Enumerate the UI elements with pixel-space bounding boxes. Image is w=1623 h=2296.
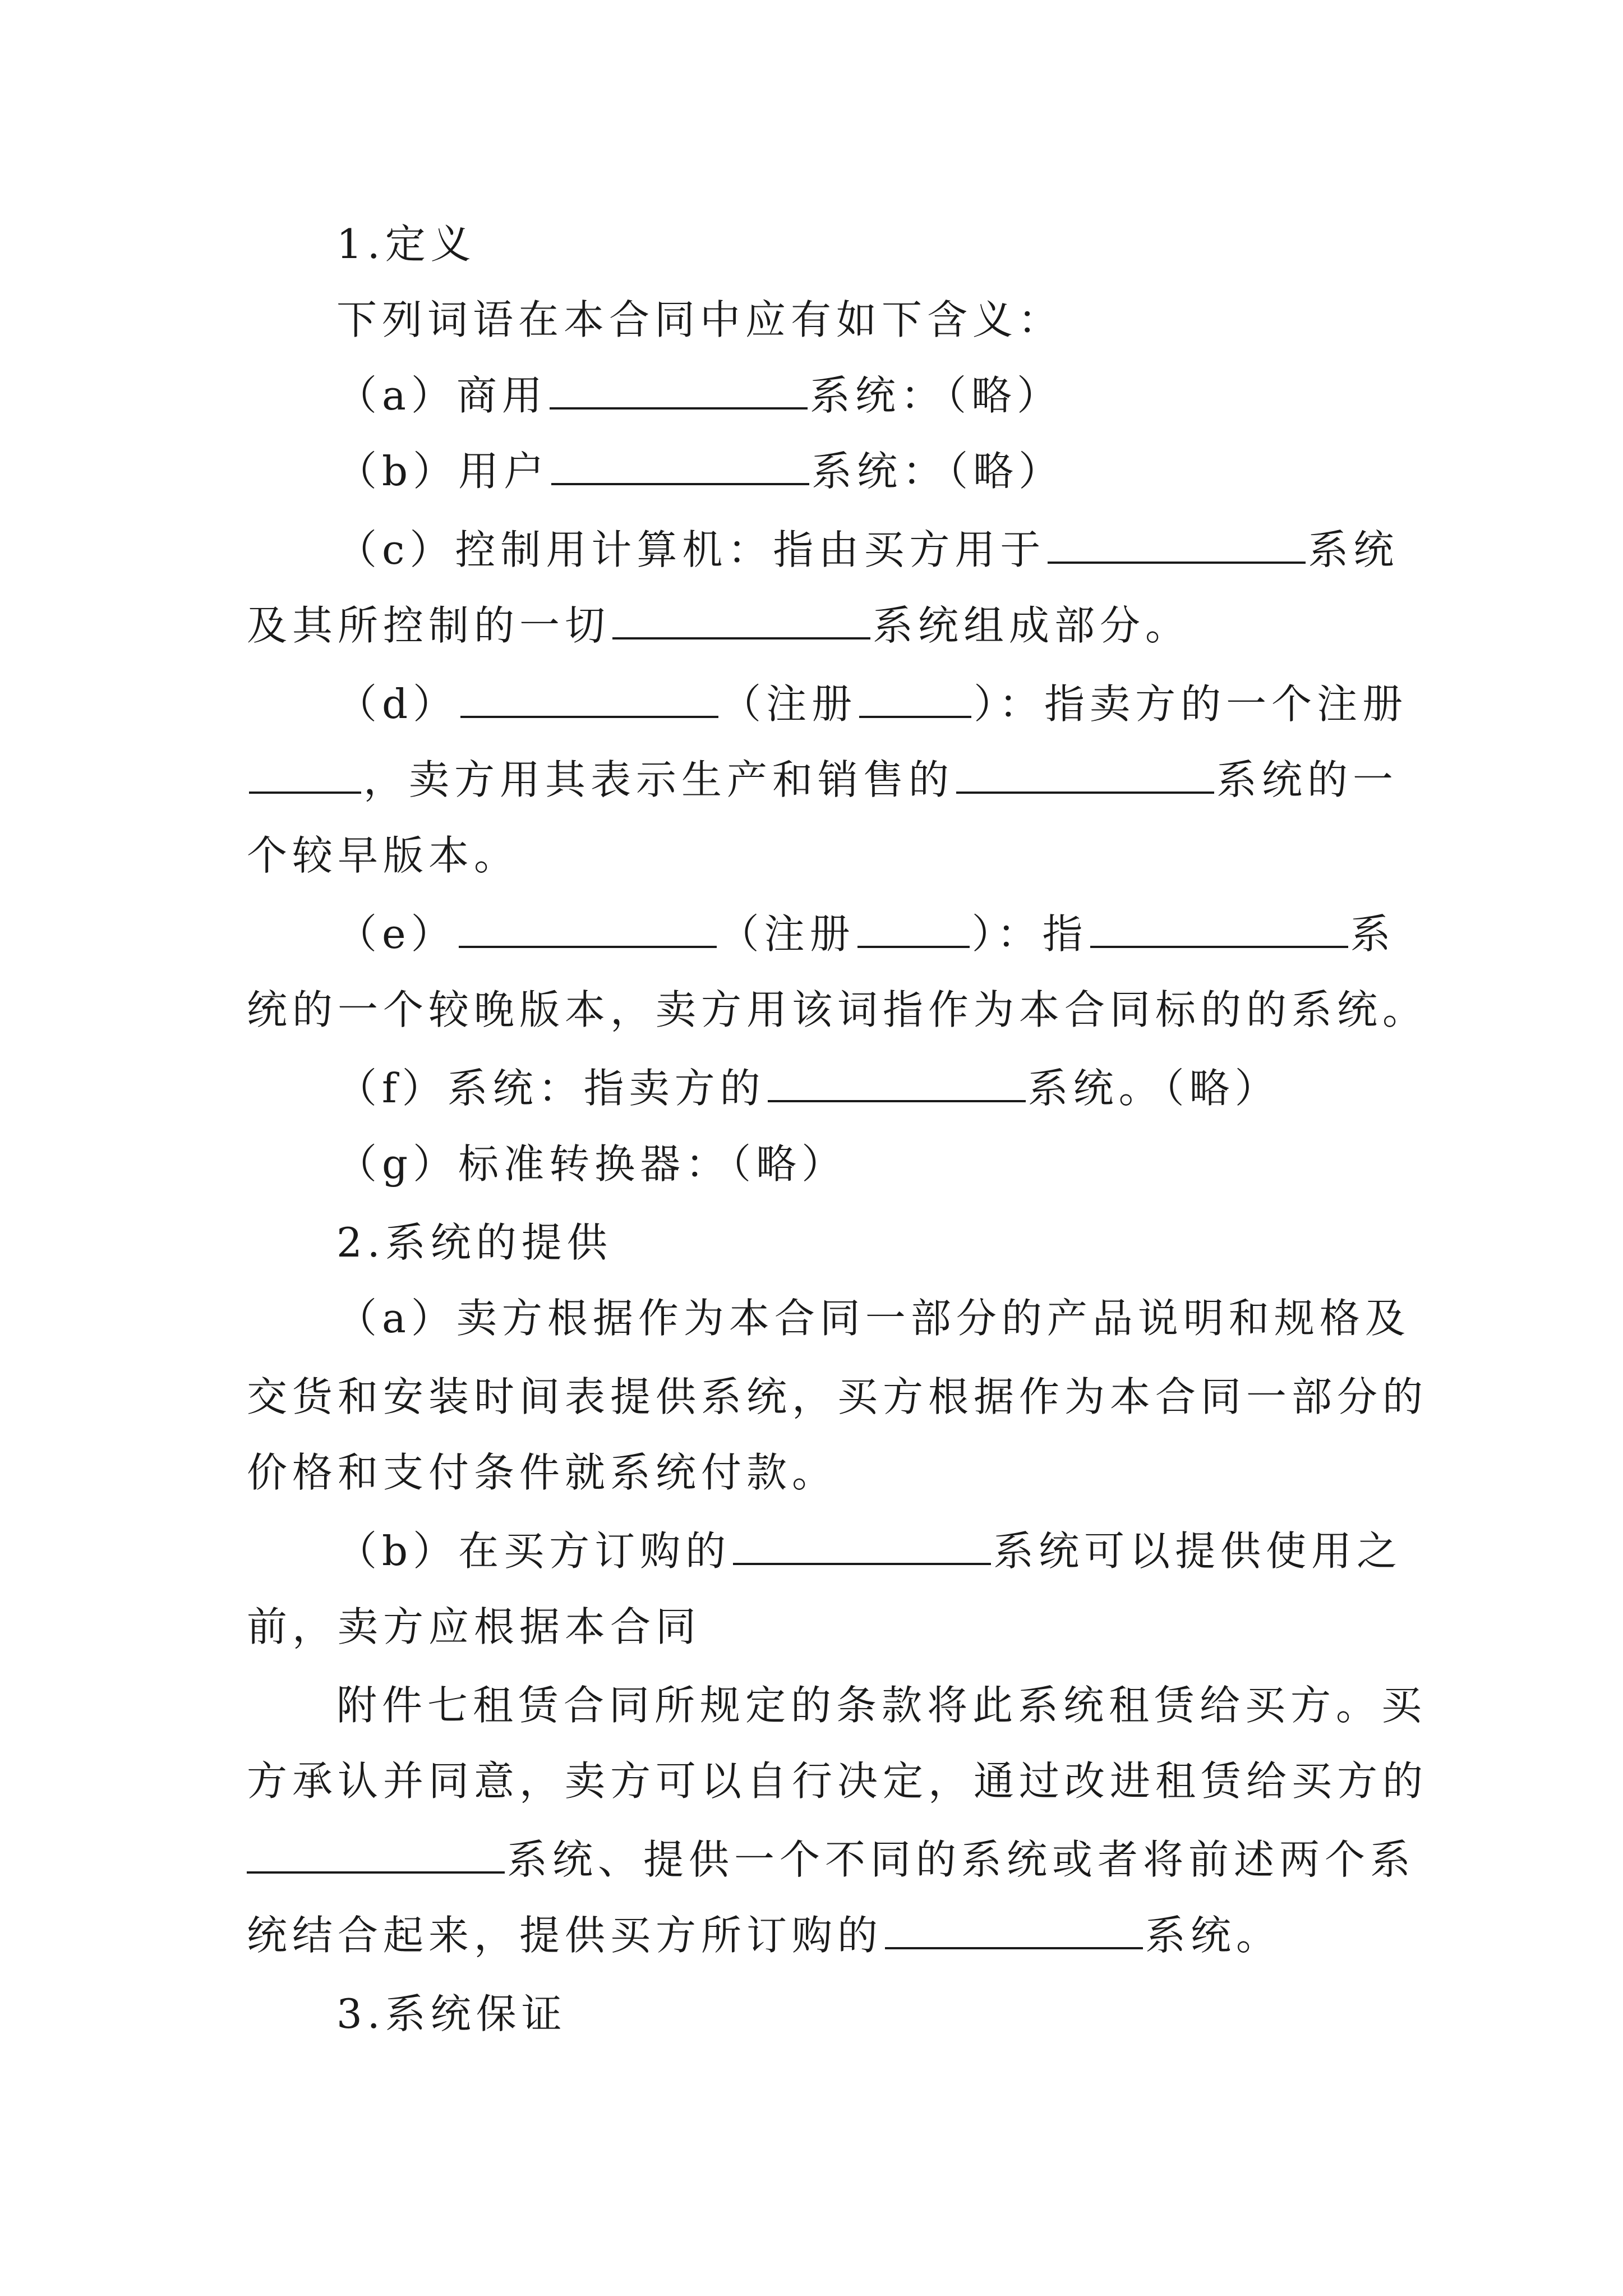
blank-field xyxy=(956,757,1214,794)
blank-field xyxy=(857,911,970,948)
definition-b xyxy=(336,443,1380,499)
item-e-mid1: （注册 xyxy=(718,910,855,958)
provision-b-suffix: 系统可以提供使用之 xyxy=(993,1527,1403,1575)
definition-e-line2 xyxy=(247,982,1428,1038)
item-f-prefix: （f）系统：指卖方的 xyxy=(336,1065,766,1112)
provision-a-text: 交货和安装时间表提供系统，买方根据作为本合同一部分的 xyxy=(247,1373,1428,1420)
item-d-line2-mid: ，卖方用其表示生产和销售的 xyxy=(363,756,955,803)
item-c-line2-prefix: 及其所控制的一切 xyxy=(247,602,611,649)
blank-field xyxy=(768,1065,1026,1102)
blank-field xyxy=(249,757,361,794)
provision-a-line1 xyxy=(336,1290,1410,1346)
definition-f xyxy=(336,1060,1380,1116)
provision-b-text: 系统、提供一个不同的系统或者将前述两个系 xyxy=(507,1836,1416,1883)
item-c-prefix: （c）控制用计算机：指由买方用于 xyxy=(336,526,1046,573)
provision-b-line2 xyxy=(247,1599,1380,1655)
provision-a-text: （a）卖方根据作为本合同一部分的产品说明和规格及 xyxy=(336,1295,1410,1342)
definition-c-line2 xyxy=(247,597,1380,654)
item-d-mid1: （注册 xyxy=(721,680,857,728)
provision-a-text: 价格和支付条件就系统付款。 xyxy=(247,1449,838,1496)
definition-e-line1 xyxy=(336,906,1396,962)
blank-field xyxy=(247,1837,505,1874)
section-heading-3 xyxy=(336,1986,1469,2042)
provision-b-line5 xyxy=(247,1832,1416,1888)
blank-field xyxy=(1048,527,1306,564)
provision-b-text: 方承认并同意，卖方可以自行决定，通过改进租赁给买方的 xyxy=(247,1757,1428,1805)
blank-field xyxy=(550,372,808,409)
item-a-suffix: 系统：（略） xyxy=(809,372,1062,419)
item-g-text: （g）标准转换器：（略） xyxy=(336,1140,847,1188)
provision-a-line2 xyxy=(247,1369,1428,1425)
item-d-mid2: ）：指卖方的一个注册 xyxy=(974,680,1408,728)
definition-c-line1 xyxy=(336,522,1399,578)
item-e-mid2: ）：指 xyxy=(971,910,1088,958)
item-b-prefix: （b）用户 xyxy=(336,448,550,495)
item-c-suffix: 系统 xyxy=(1308,526,1399,573)
blank-field xyxy=(459,911,717,948)
blank-field xyxy=(859,681,971,718)
provision-b-line6 xyxy=(247,1907,1380,1963)
definition-a xyxy=(336,367,1380,424)
item-e-line2: 统的一个较晚版本，卖方用该词指作为本合同标的的系统。 xyxy=(247,986,1428,1033)
definition-d-line1 xyxy=(336,676,1408,732)
provision-b-line3 xyxy=(336,1677,1427,1733)
item-c-line2-suffix: 系统组成部分。 xyxy=(873,602,1191,649)
definition-g xyxy=(336,1136,1380,1192)
provision-b-text: 系统。 xyxy=(1145,1912,1282,1959)
item-b-suffix: 系统：（略） xyxy=(811,448,1064,495)
provision-b-line4 xyxy=(247,1753,1428,1809)
item-d-prefix: （d） xyxy=(336,680,459,728)
intro-text: 下列词语在本合同中应有如下含义： xyxy=(336,296,1064,343)
item-f-suffix: 系统。（略） xyxy=(1027,1065,1280,1112)
provision-b-text: 统结合起来，提供买方所订购的 xyxy=(247,1912,883,1959)
provision-b-text: 前，卖方应根据本合同 xyxy=(247,1603,702,1650)
definitions-intro xyxy=(336,292,1380,348)
item-e-suffix: 系 xyxy=(1350,910,1396,958)
blank-field xyxy=(733,1528,991,1565)
definition-d-line3 xyxy=(247,827,1380,884)
provision-b-line1 xyxy=(336,1523,1403,1579)
blank-field xyxy=(1090,911,1348,948)
item-d-line2-suffix: 系统的一 xyxy=(1216,756,1399,803)
blank-field xyxy=(551,448,809,485)
blank-field xyxy=(612,602,870,639)
definition-d-line2 xyxy=(247,752,1399,808)
blank-field xyxy=(885,1912,1143,1949)
heading-text: 3.系统保证 xyxy=(336,1990,567,2037)
item-e-prefix: （e） xyxy=(336,910,457,958)
heading-text: 2.系统的提供 xyxy=(336,1219,612,1266)
blank-field xyxy=(460,681,718,718)
provision-b-text: 附件七租赁合同所规定的条款将此系统租赁给买方。买 xyxy=(336,1682,1427,1729)
item-d-line3: 个较早版本。 xyxy=(247,832,520,879)
heading-text: 1.定义 xyxy=(336,220,476,268)
section-heading-2 xyxy=(336,1214,1469,1271)
section-heading-1 xyxy=(336,216,1469,272)
provision-a-line3 xyxy=(247,1444,1380,1501)
provision-b-prefix: （b）在买方订购的 xyxy=(336,1527,731,1575)
item-a-prefix: （a）商用 xyxy=(336,372,547,419)
